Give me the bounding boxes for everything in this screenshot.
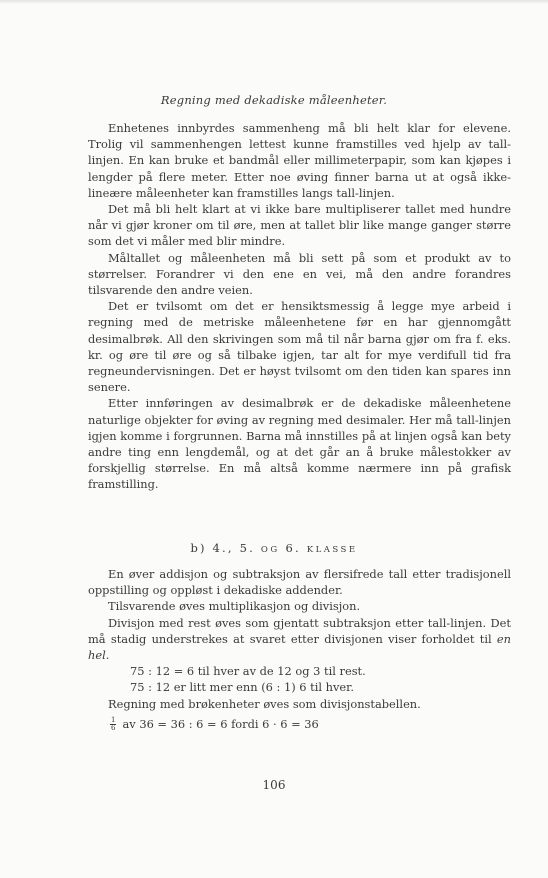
running-header: Regning med dekadiske måleenheter. <box>160 93 388 107</box>
page-number: 106 <box>262 778 286 792</box>
heading-smallcaps: OG <box>260 545 280 555</box>
fraction-denominator: 6 <box>111 724 116 733</box>
emphasis: en hel. <box>88 631 511 663</box>
paragraph: Tilsvarende øves multiplikasjon og divisjon. <box>108 599 361 614</box>
section-b-text <box>88 566 511 732</box>
paragraph: Enhetenes innbyrdes sammenheng må bli helt klar for elevene. Trolig vil sammenhengen lettest kunne framstilles ved hjelp av tall-linjen. En kan bruke et bandmål eller millimeterpapir, som kan kjøpes i lengder på flere meter. Etter noe øving finner barna ut at også ikke-lineære måleenheter kan framstilles langs tall-linjen. <box>88 121 511 200</box>
heading-smallcaps-2: KLASSE <box>306 545 358 555</box>
heading-number: 6. <box>285 541 301 555</box>
example-line: 75 : 12 er litt mer enn (6 : 1) 6 til hver. <box>130 680 354 695</box>
section-a-text <box>88 120 511 493</box>
paragraph: Det må bli helt klart at vi ikke bare multipliserer tallet med hundre når vi gjør kroner om til øre, men at tallet blir like mange ganger større som det vi måler med blir mindre. <box>88 202 511 249</box>
paragraph: Det er tvilsomt om det er hensiktsmessig å legge mye arbeid i regning med de metriske måleenhetene før en har gjennomgått desimalbrøk. All den skrivingen som må til når barna gjør om fra f. eks. kr. og øre til øre og så tilbake igjen, tar alt for mye verdifull tid fra regneundervisningen. Det er høyst tvilsomt om den tiden kan spares inn senere. <box>88 299 511 395</box>
paragraph: Regning med brøkenheter øves som divisjonstabellen. <box>108 696 421 711</box>
paragraph: En øver addisjon og subtraksjon av flersifrede tall etter tradisjonell oppstilling og oppløst i dekadiske addender. <box>88 567 511 598</box>
paragraph <box>88 615 511 664</box>
top-edge <box>0 0 548 4</box>
paragraph: Etter innføringen av desimalbrøk er de dekadiske måleenhetene naturlige objekter for øving av regning med desimaler. Her må tall-linjen igjen komme i forgrunnen. Barna må innstilles på at linjen også kan bety andre ting enn lengdemål, og at det går an å bruke målestokker av forskjellig størrelse. En må altså komme nærmere inn på grafisk framstilling. <box>88 396 511 492</box>
section-heading <box>0 541 548 555</box>
fraction <box>110 717 116 732</box>
paragraph: Måltallet og måleenheten må bli sett på som et produkt av to størrelser. Forandrer vi den ene en vei, må den andre forandres tilsvarende den andre veien. <box>88 250 511 298</box>
heading-prefix: b) 4., 5. <box>190 541 255 555</box>
example-line: 75 : 12 = 6 til hver av de 12 og 3 til rest. <box>130 664 366 679</box>
fraction-example <box>88 716 511 733</box>
fraction-example-text: av 36 = 36 : 6 = 6 fordi 6 · 6 = 36 <box>122 716 319 731</box>
fraction-numerator: 1 <box>111 716 116 725</box>
paragraph-text: Divisjon med rest øves som gjentatt subtraksjon etter tall-linjen. Det må stadig understrekes at svaret etter divisjonen viser forholdet til <box>88 615 511 646</box>
